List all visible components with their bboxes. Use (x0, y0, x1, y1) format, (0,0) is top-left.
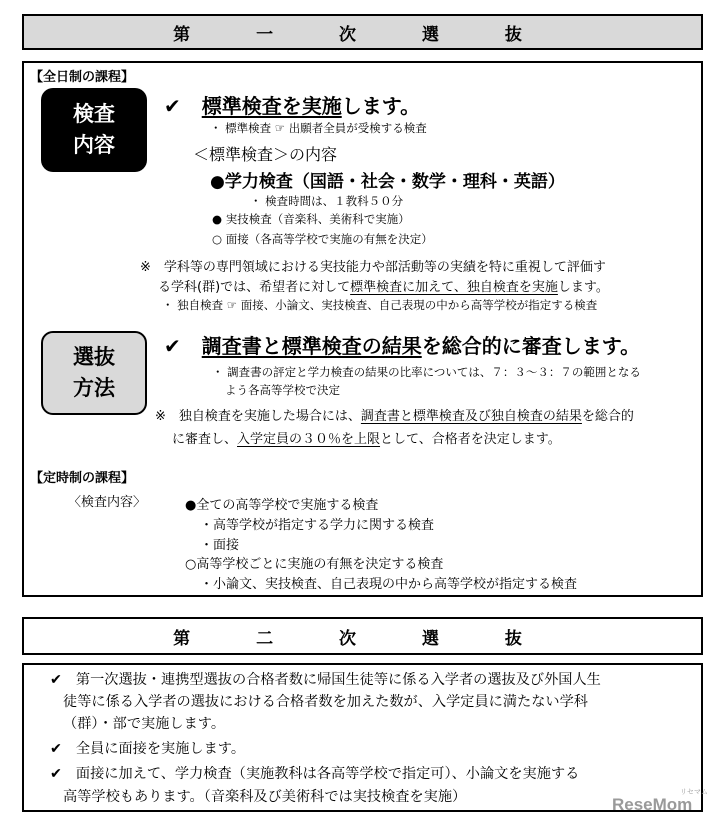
second-item1-line3: （群）・部で実施します。 (63, 716, 226, 732)
check-icon: ✔ (50, 672, 62, 688)
fulltime-section-label: 【全日制の課程】 (30, 70, 135, 85)
check-icon: ✔ (164, 94, 181, 118)
headline-rest: します。 (341, 94, 421, 118)
note-underlined: 調査書と標準検査及び独自検査の結果 (360, 409, 582, 424)
headline-standard-exam (164, 90, 420, 119)
note-text: を総合的 (581, 409, 634, 424)
note-text: ※ 独自検査を実施した場合には、 (155, 409, 361, 424)
badge-exam-content-line1: 検査 (73, 102, 115, 126)
second-item3-line2: 高等学校もあります。（音楽科及び美術科では実技検査を実施） (63, 789, 467, 805)
special-exam-method-line1 (155, 405, 634, 424)
parttime-others: ・小論文、実技検査、自己表現の中から高等学校が指定する検査 (200, 577, 578, 592)
test-time-note: ・ 検査時間は、１教科５０分 (250, 194, 404, 208)
first-selection-title: 第 一 次 選 抜 (173, 24, 552, 45)
method-end: します。 (561, 334, 641, 358)
headline-method (164, 330, 640, 359)
note-underlined: 標準検査に加えて、独自検査を実施 (350, 280, 558, 295)
badge-exam-content-line2: 内容 (73, 133, 115, 157)
parttime-all-schools: ●全ての高等学校で実施する検査 (185, 498, 379, 513)
second-selection-header (22, 617, 703, 655)
note-underlined: 入学定員の３０％を上限 (237, 432, 381, 447)
check-icon: ✔ (164, 334, 181, 358)
second-item3-line1 (50, 763, 579, 783)
check-icon: ✔ (50, 741, 62, 757)
resemom-watermark (612, 795, 692, 815)
parttime-per-school: ○高等学校ごとに実施の有無を決定する検査 (185, 557, 444, 572)
note-text: る学科(群)では、希望者に対して (158, 280, 351, 295)
second-item1-line1 (50, 669, 601, 689)
badge-exam-content (41, 88, 147, 172)
badge-selection-method-line2: 方法 (73, 376, 115, 400)
special-exam-detail: ・ 独自検査 ☞ 面接、小論文、実技検査、自己表現の中から高等学校が指定する検査 (162, 298, 598, 312)
parttime-content-label: 〈検査内容〉 (68, 495, 147, 510)
practical-test-item: ● 実技検査（音楽科、美術科で実施） (212, 212, 410, 226)
special-exam-note-line1: ※ 学科等の専門領域における実技能力や部活動等の実績を特に重視して評価す (140, 260, 606, 275)
ratio-note-line1: ・ 調査書の評定と学力検査の結果の比率については、７：３〜３：７の範囲となる (212, 365, 641, 379)
method-mid: を総合的に審査 (421, 334, 562, 358)
interview-item: ○ 面接（各高等学校で実施の有無を決定） (212, 232, 433, 246)
second-selection-title: 第 二 次 選 抜 (173, 628, 552, 649)
badge-selection-method-line1: 選抜 (73, 345, 115, 369)
badge-selection-method (41, 331, 147, 415)
note-text: として、合格者を決定します。 (380, 432, 561, 447)
watermark-brand: ReseMom (612, 795, 693, 814)
special-exam-method-line2 (172, 428, 561, 447)
second-item2 (50, 738, 245, 758)
parttime-academic: ・高等学校が指定する学力に関する検査 (200, 518, 435, 533)
first-selection-header (22, 14, 703, 50)
ratio-note-line2: よう各高等学校で決定 (225, 383, 340, 397)
resemom-watermark-sub: リセマム (680, 788, 708, 796)
parttime-section-label: 【定時制の課程】 (30, 471, 135, 486)
second-item1-line2: 徒等に係る入学者の選抜における合格者数を加えた数が、入学定員に満たない学科 (63, 694, 588, 710)
parttime-interview: ・面接 (200, 538, 240, 553)
item-text: 第一次選抜・連携型選抜の合格者数に帰国生徒等に係る入学者の選抜及び外国人生 (75, 672, 601, 688)
item-text: 全員に面接を実施します。 (75, 741, 246, 757)
academic-test-item: ●学力検査（国語・社会・数学・理科・英語） (210, 172, 565, 192)
check-icon: ✔ (50, 766, 62, 782)
standard-exam-content-title: ＜標準検査＞の内容 (193, 145, 338, 164)
standard-exam-note: ・ 標準検査 ☞ 出願者全員が受検する検査 (210, 121, 427, 135)
headline-emphasis: 標準検査を実施 (201, 94, 342, 118)
note-text: します。 (557, 280, 609, 295)
item-text: 面接に加えて、学力検査（実施教科は各高等学校で指定可）、小論文を実施する (75, 766, 580, 782)
method-emphasis: 調査書と標準検査の結果 (201, 334, 422, 358)
special-exam-note-line2 (158, 276, 609, 295)
note-text: に審査し、 (172, 432, 238, 447)
